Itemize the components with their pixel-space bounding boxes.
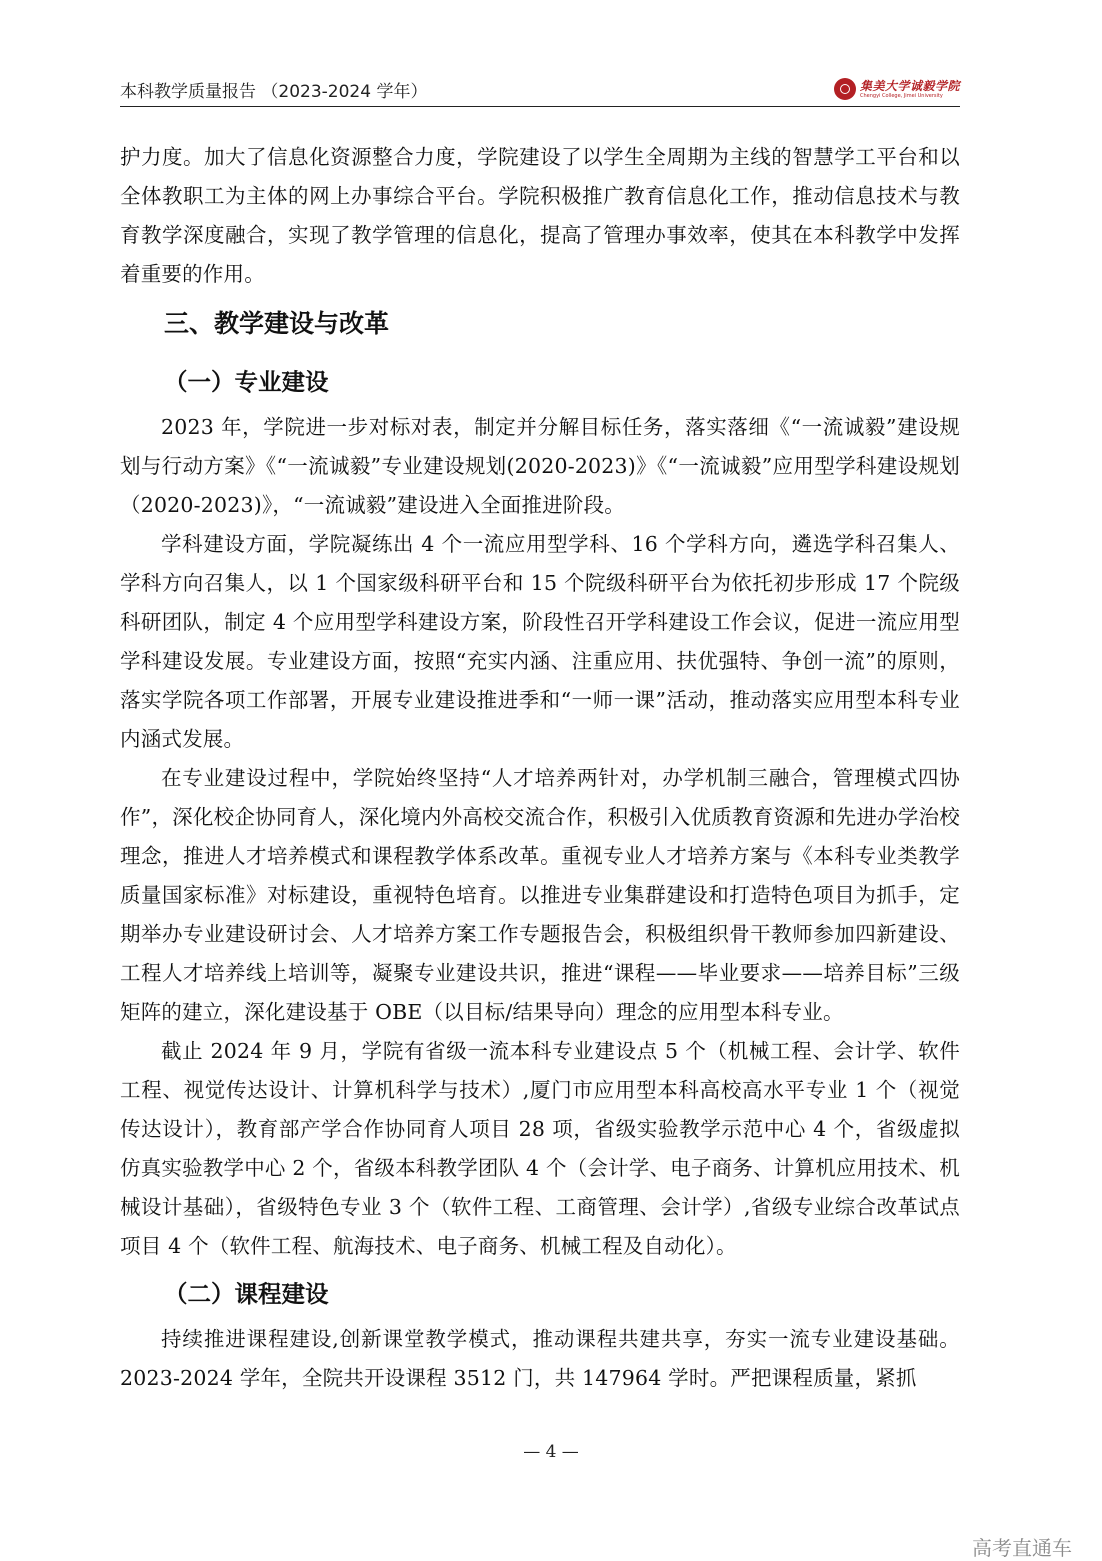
major-paragraph-3: 在专业建设过程中，学院始终坚持“人才培养两针对，办学机制三融合，管理模式四协作”，深化校企协同育人，深化境内外高校交流合作，积极引入优质教育资源和先进办学治校理念，推进人才培养模式和课程教学体系改革。重视专业人才培养方案与《本科专业类教学质量国家标准》对标建设，重视特色培育。以推进专业集群建设和打造特色项目为抓手，定期举办专业建设研讨会、人才培养方案工作专题报告会，积极组织骨干教师参加四新建设、工程人才培养线上培训等，凝聚专业建设共识，推进“课程——毕业要求——培养目标”三级矩阵的建立，深化建设基于 OBE（以目标/结果导向）理念的应用型本科专业。 [120,766,960,1024]
logo-text [860,80,960,99]
header-title: 本科教学质量报告 （2023-2024 学年） [120,82,428,102]
major-paragraph-2: 学科建设方面，学院凝练出 4 个一流应用型学科、16 个学科方向，遴选学科召集人、学科方向召集人，以 1 个国家级科研平台和 15 个院级科研平台为依托初步形成 17 个院级科研团队，制定 4 个应用型学科建设方案，阶段性召开学科建设工作会议，促进一流应用型学科建设发展。专业建设方面，按照“充实内涵、注重应用、扶优强特、争创一流”的原则，落实学院各项工作部署，开展专业建设推进季和“一师一课”活动，推动落实应用型本科专业内涵式发展。 [120,532,960,751]
major-paragraph-1: 2023 年，学院进一步对标对表，制定并分解目标任务，落实落细《“一流诚毅”建设规划与行动方案》《“一流诚毅”专业建设规划(2020-2023)》《“一流诚毅”应用型学科建设规划（2020-2023)》，“一流诚毅”建设进入全面推进阶段。 [120,415,960,517]
logo-english-name: Chengyi College, Jimei University [859,92,943,99]
page-body [120,138,960,1398]
college-logo [834,76,960,102]
subsection-major-heading: （一）专业建设 [164,368,329,396]
section-3-heading: 三、教学建设与改革 [164,309,390,338]
college-seal-icon [834,78,856,100]
page-header [120,74,960,107]
course-paragraph-1: 持续推进课程建设,创新课堂教学模式，推动课程共建共享，夯实一流专业建设基础。2023-2024 学年，全院共开设课程 3512 门，共 147964 学时。严把课程质量，紧抓 [120,1327,960,1390]
logo-chinese-name: 集美大学诚毅学院 [859,78,960,93]
watermark: 高考直通车 [972,1536,1072,1560]
subsection-course-heading: （二）课程建设 [164,1280,329,1308]
page-number: — 4 — [523,1442,579,1462]
intro-paragraph: 护力度。加大了信息化资源整合力度，学院建设了以学生全周期为主线的智慧学工平台和以全体教职工为主体的网上办事综合平台。学院积极推广教育信息化工作，推动信息技术与教育教学深度融合，实现了教学管理的信息化，提高了管理办事效率，使其在本科教学中发挥着重要的作用。 [120,145,960,286]
major-paragraph-4: 截止 2024 年 9 月，学院有省级一流本科专业建设点 5 个（机械工程、会计学、软件工程、视觉传达设计、计算机科学与技术）,厦门市应用型本科高校高水平专业 1 个（视觉传达设计），教育部产学合作协同育人项目 28 项，省级实验教学示范中心 4 个，省级虚拟仿真实验教学中心 2 个，省级本科教学团队 4 个（会计学、电子商务、计算机应用技术、机械设计基础），省级特色专业 3 个（软件工程、工商管理、会计学）,省级专业综合改革试点项目 4 个（软件工程、航海技术、电子商务、机械工程及自动化）。 [120,1039,960,1258]
